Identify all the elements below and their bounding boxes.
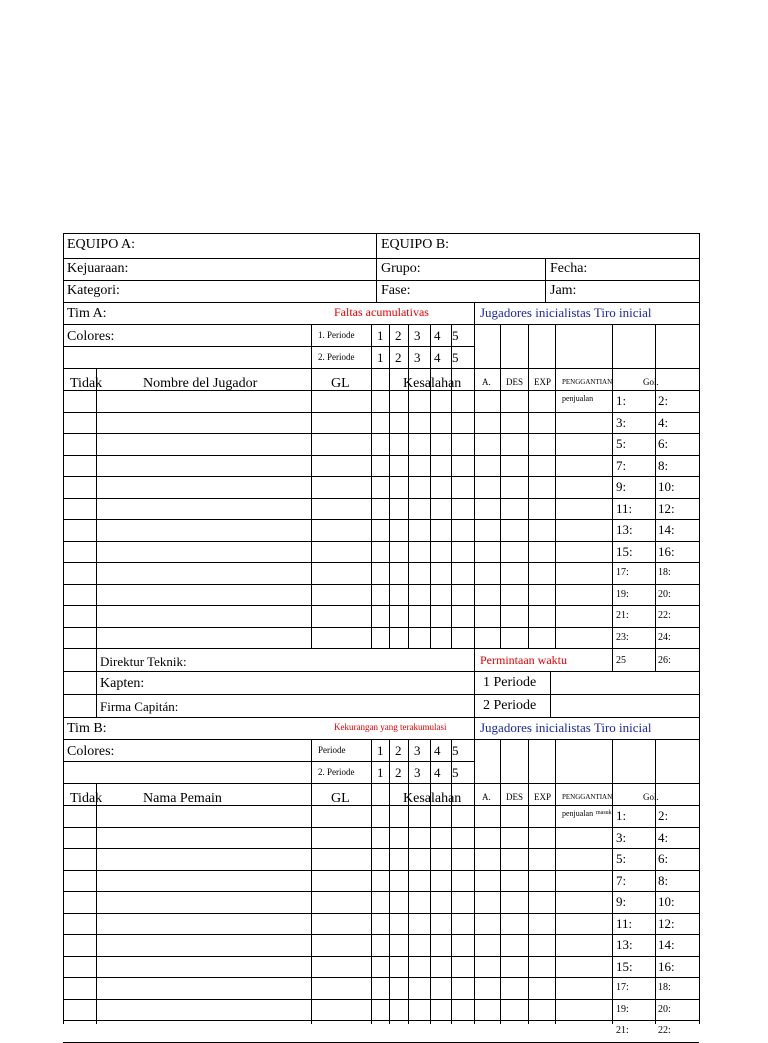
- kapten-field[interactable]: Kapten:: [100, 676, 145, 691]
- grid-line: [555, 368, 556, 648]
- director-field[interactable]: Direktur Teknik:: [100, 654, 187, 669]
- col-des: DES: [506, 377, 524, 387]
- foul-box-p1-4[interactable]: 4: [434, 328, 441, 343]
- goal-cell[interactable]: 21:: [616, 1025, 629, 1036]
- goal-cell[interactable]: 17:: [616, 982, 629, 993]
- grid-line: [311, 324, 312, 368]
- grid-line: [63, 233, 699, 234]
- col-player-name: Nama Pemain: [143, 791, 222, 806]
- grid-line: [545, 258, 546, 302]
- col-penggantian: PENGGANTIAN: [562, 378, 613, 386]
- col-gol: Gol.: [643, 792, 659, 802]
- grid-line: [430, 783, 431, 1024]
- col-exp: EXP: [534, 792, 552, 802]
- grid-line: [655, 783, 656, 1024]
- period-2-label: 2. Periode: [318, 352, 355, 362]
- grid-line: [371, 739, 372, 783]
- grid-line: [500, 783, 501, 1024]
- grid-line: [63, 498, 699, 499]
- grid-line: [655, 324, 656, 368]
- foul-box-p1-5[interactable]: 5: [452, 743, 459, 758]
- col-a: A.: [482, 377, 491, 387]
- firma-capitan-field[interactable]: Firma Capitán:: [100, 699, 179, 714]
- goal-cell[interactable]: 26:: [658, 655, 671, 666]
- equipo-a-field[interactable]: EQUIPO A:: [67, 237, 136, 252]
- grid-line: [430, 368, 431, 648]
- grid-line: [63, 368, 699, 369]
- grid-line: [612, 324, 613, 368]
- grid-line: [474, 368, 475, 648]
- grid-line: [63, 934, 699, 935]
- foul-box-p1-2[interactable]: 2: [395, 743, 402, 758]
- grid-line: [63, 913, 699, 914]
- goal-cell[interactable]: 20:: [658, 1003, 671, 1015]
- period-1-label: Periode: [318, 745, 346, 755]
- goal-cell[interactable]: 21:: [616, 610, 629, 621]
- grid-line: [63, 717, 699, 718]
- grid-line: [63, 671, 699, 672]
- grid-line: [500, 324, 501, 368]
- grid-line: [63, 870, 699, 871]
- team-label: Tim B:: [67, 721, 107, 736]
- col-kesalahan: Kesalahan: [403, 376, 462, 391]
- grid-line: [408, 368, 409, 648]
- grid-line: [63, 627, 699, 628]
- goal-cell[interactable]: 14:: [658, 522, 675, 537]
- grid-line: [63, 324, 699, 325]
- goal-cell[interactable]: 22:: [658, 1025, 671, 1036]
- grid-line: [63, 805, 699, 806]
- jam-field[interactable]: Jam:: [550, 283, 577, 298]
- period-2-label: 2. Periode: [318, 767, 355, 777]
- timeout-period-2[interactable]: 2 Periode: [483, 698, 537, 713]
- grid-line: [408, 783, 409, 1024]
- grupo-field[interactable]: Grupo:: [381, 261, 421, 276]
- grid-line: [96, 648, 97, 717]
- grid-line: [389, 783, 390, 1024]
- fouls-title: Kekurangan yang terakumulasi: [334, 722, 447, 732]
- goal-cell[interactable]: 18:: [658, 567, 671, 578]
- goal-cell[interactable]: 12:: [658, 915, 675, 931]
- grid-line: [371, 368, 372, 648]
- goal-cell[interactable]: 17:: [616, 567, 629, 578]
- goal-cell[interactable]: 15:: [616, 958, 633, 974]
- goal-cell[interactable]: 5:: [616, 851, 627, 866]
- col-gl: GL: [331, 791, 350, 806]
- goal-cell[interactable]: 8:: [658, 457, 669, 473]
- goal-cell[interactable]: 23:: [616, 631, 629, 643]
- grid-line: [63, 783, 699, 784]
- goal-cell[interactable]: 13:: [616, 522, 633, 537]
- grid-line: [63, 233, 64, 1024]
- grid-line: [699, 233, 700, 1024]
- grid-line: [311, 368, 312, 648]
- grid-line: [612, 648, 613, 671]
- foul-box-p2-1[interactable]: 1: [377, 765, 384, 780]
- grid-line: [612, 368, 613, 648]
- grid-line: [63, 476, 699, 477]
- goal-cell[interactable]: 22:: [658, 610, 671, 621]
- goal-cell[interactable]: 20:: [658, 588, 671, 600]
- goal-cell[interactable]: 4:: [658, 414, 669, 430]
- grid-line: [408, 324, 409, 368]
- grid-line: [528, 783, 529, 1024]
- goal-cell[interactable]: 18:: [658, 982, 671, 993]
- grid-line: [474, 324, 475, 368]
- foul-box-p1-4[interactable]: 4: [434, 743, 441, 758]
- grid-line: [63, 433, 699, 434]
- grid-line: [63, 584, 699, 585]
- grid-line: [500, 739, 501, 783]
- grid-line: [63, 280, 699, 281]
- goal-cell[interactable]: 6:: [658, 851, 669, 866]
- col-exp: EXP: [534, 377, 552, 387]
- grid-line: [655, 368, 656, 648]
- grid-line: [63, 694, 699, 695]
- goal-cell[interactable]: 10:: [658, 894, 675, 909]
- foul-box-p2-2[interactable]: 2: [395, 350, 402, 365]
- grid-line: [371, 783, 372, 1024]
- grid-line: [528, 739, 529, 783]
- grid-line: [63, 848, 699, 849]
- grid-line: [430, 739, 431, 783]
- goal-cell[interactable]: 2:: [658, 393, 669, 408]
- col-penggantian: PENGGANTIAN: [562, 793, 613, 801]
- grid-line: [63, 258, 699, 259]
- goal-cell[interactable]: 10:: [658, 479, 675, 494]
- goal-cell[interactable]: 12:: [658, 500, 675, 516]
- grid-line: [63, 562, 699, 563]
- foul-box-p1-3[interactable]: 3: [414, 328, 421, 343]
- grid-line: [63, 761, 474, 762]
- grid-line: [63, 956, 699, 957]
- penjualan-label: penjualan: [562, 809, 594, 818]
- grid-line: [612, 739, 613, 783]
- goal-cell[interactable]: 25: [616, 655, 626, 666]
- foul-box-p1-3[interactable]: 3: [414, 743, 421, 758]
- grid-line: [63, 891, 699, 892]
- goal-cell[interactable]: 6:: [658, 436, 669, 451]
- grid-line: [555, 324, 556, 368]
- kategori-field[interactable]: Kategori:: [67, 283, 120, 298]
- goal-cell[interactable]: 8:: [658, 872, 669, 888]
- goal-cell[interactable]: 1:: [616, 808, 627, 823]
- col-gl: GL: [331, 376, 350, 391]
- grid-line: [430, 324, 431, 368]
- foul-box-p2-2[interactable]: 2: [395, 765, 402, 780]
- col-player-name: Nombre del Jugador: [143, 376, 258, 391]
- grid-line: [63, 827, 699, 828]
- foul-box-p1-2[interactable]: 2: [395, 328, 402, 343]
- goal-cell[interactable]: 16:: [658, 958, 675, 974]
- goal-cell[interactable]: 7:: [616, 457, 627, 473]
- grid-line: [555, 783, 556, 1024]
- foul-box-p1-5[interactable]: 5: [452, 328, 459, 343]
- grid-line: [528, 324, 529, 368]
- grid-line: [500, 368, 501, 648]
- fase-field[interactable]: Fase:: [381, 283, 411, 298]
- grid-line: [63, 977, 699, 978]
- foul-box-p2-4[interactable]: 4: [434, 765, 441, 780]
- goal-cell[interactable]: 15:: [616, 543, 633, 559]
- grid-line: [655, 739, 656, 783]
- fecha-field[interactable]: Fecha:: [550, 261, 588, 276]
- grid-line: [63, 390, 699, 391]
- equipo-b-field[interactable]: EQUIPO B:: [381, 237, 450, 252]
- goal-cell[interactable]: 5:: [616, 436, 627, 451]
- grid-line: [63, 302, 699, 303]
- starters-title: Jugadores inicialistas Tiro inicial: [480, 305, 652, 320]
- kejuaraan-field[interactable]: Kejuaraan:: [67, 261, 129, 276]
- colores-field[interactable]: Colores:: [67, 744, 115, 759]
- grid-line: [474, 739, 475, 783]
- foul-box-p2-3[interactable]: 3: [414, 350, 421, 365]
- grid-line: [408, 739, 409, 783]
- grid-line: [655, 648, 656, 671]
- col-tidak: Tidak: [70, 376, 103, 391]
- grid-line: [528, 368, 529, 648]
- goal-cell[interactable]: 7:: [616, 872, 627, 888]
- starters-title: Jugadores inicialistas Tiro inicial: [480, 720, 652, 735]
- foul-box-p2-5[interactable]: 5: [452, 765, 459, 780]
- goal-cell[interactable]: 16:: [658, 543, 675, 559]
- grid-line: [451, 368, 452, 648]
- foul-box-p1-1[interactable]: 1: [377, 328, 384, 343]
- grid-line: [612, 783, 613, 1024]
- grid-line: [63, 455, 699, 456]
- col-tidak: Tidak: [70, 791, 103, 806]
- goal-cell[interactable]: 2:: [658, 808, 669, 823]
- foul-box-p2-1[interactable]: 1: [377, 350, 384, 365]
- goal-cell[interactable]: 9:: [616, 894, 627, 909]
- goal-cell[interactable]: 14:: [658, 937, 675, 952]
- col-gol: Gol.: [643, 377, 659, 387]
- goal-cell[interactable]: 19:: [616, 588, 629, 600]
- grid-line: [389, 324, 390, 368]
- grid-line: [474, 648, 475, 717]
- goal-cell[interactable]: 11:: [616, 915, 633, 931]
- grid-line: [63, 1042, 699, 1043]
- goal-cell[interactable]: 3:: [616, 414, 627, 430]
- grid-line: [63, 346, 474, 347]
- grid-line: [63, 519, 699, 520]
- foul-box-p2-5[interactable]: 5: [452, 350, 459, 365]
- grid-line: [63, 541, 699, 542]
- timeout-period-1[interactable]: 1 Periode: [483, 675, 537, 690]
- fouls-title: Faltas acumulativas: [334, 305, 429, 319]
- grid-line: [311, 783, 312, 1024]
- goal-cell[interactable]: 24:: [658, 631, 671, 643]
- grid-line: [63, 999, 699, 1000]
- grid-line: [474, 783, 475, 1024]
- timeout-title: Permintaan waktu: [480, 653, 567, 667]
- foul-box-p1-1[interactable]: 1: [377, 743, 384, 758]
- goal-cell[interactable]: 19:: [616, 1003, 629, 1015]
- penjualan-label: penjualan: [562, 394, 594, 403]
- grid-line: [371, 324, 372, 368]
- goal-cell[interactable]: 1:: [616, 393, 627, 408]
- grid-line: [96, 783, 97, 1024]
- grid-line: [63, 739, 699, 740]
- masuk-label: masuk: [596, 810, 612, 816]
- grid-line: [96, 368, 97, 648]
- goal-cell[interactable]: 11:: [616, 500, 633, 516]
- foul-box-p2-3[interactable]: 3: [414, 765, 421, 780]
- goal-cell[interactable]: 4:: [658, 829, 669, 845]
- grid-line: [63, 412, 699, 413]
- grid-line: [555, 739, 556, 783]
- col-a: A.: [482, 792, 491, 802]
- foul-box-p2-4[interactable]: 4: [434, 350, 441, 365]
- goal-cell[interactable]: 9:: [616, 479, 627, 494]
- grid-line: [311, 739, 312, 783]
- col-des: DES: [506, 792, 524, 802]
- goal-cell[interactable]: 3:: [616, 829, 627, 845]
- grid-line: [550, 671, 551, 717]
- grid-line: [451, 783, 452, 1024]
- grid-line: [389, 739, 390, 783]
- grid-line: [63, 648, 699, 649]
- goal-cell[interactable]: 13:: [616, 937, 633, 952]
- team-label: Tim A:: [67, 306, 107, 321]
- grid-line: [96, 1000, 97, 1024]
- colores-field[interactable]: Colores:: [67, 329, 115, 344]
- grid-line: [376, 233, 377, 302]
- grid-line: [389, 368, 390, 648]
- period-1-label: 1. Periode: [318, 330, 355, 340]
- grid-line: [63, 1020, 699, 1021]
- col-kesalahan: Kesalahan: [403, 791, 462, 806]
- grid-line: [63, 605, 699, 606]
